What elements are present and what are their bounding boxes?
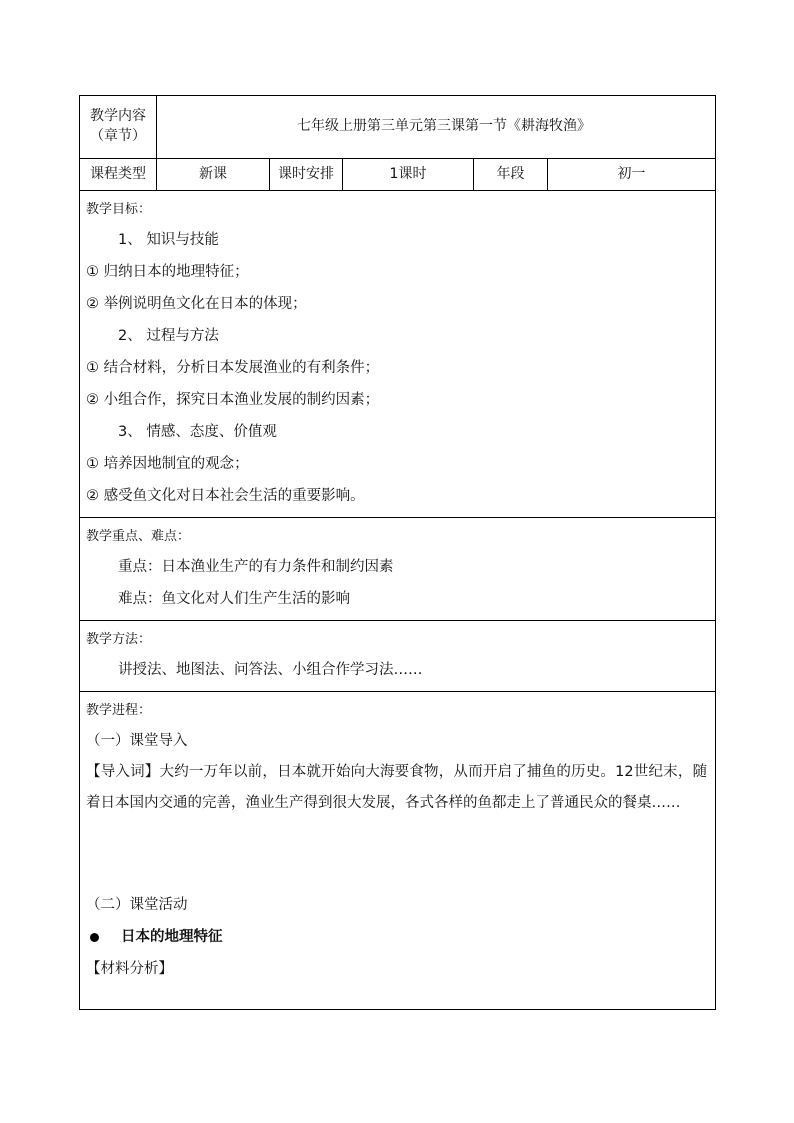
objective-item: ① 培养因地制宜的观念； xyxy=(86,456,249,472)
process-heading: 教学进程： xyxy=(86,703,152,718)
objectives-cell xyxy=(80,191,716,518)
methods-heading: 教学方法： xyxy=(86,632,152,647)
intro-tag: 【导入词】 xyxy=(86,764,160,780)
methods-row xyxy=(80,621,716,692)
objective-section-3-title: 3、 情感、态度、价值观 xyxy=(118,424,277,440)
difficult-point: 难点：鱼文化对人们生产生活的影响 xyxy=(118,591,350,607)
objectives-heading: 教学目标： xyxy=(86,202,152,217)
methods-text: 讲授法、地图法、问答法、小组合作学习法…… xyxy=(118,662,423,678)
objective-item: ② 感受鱼文化对日本社会生活的重要影响。 xyxy=(86,488,365,504)
content-label-cell xyxy=(80,96,157,159)
bullet-item xyxy=(86,921,707,953)
process-row xyxy=(80,692,716,1010)
process-part2-title: （二）课堂活动 xyxy=(86,897,188,913)
content-label-line1: 教学内容 xyxy=(90,108,146,125)
course-info-row xyxy=(80,159,716,191)
methods-cell xyxy=(80,621,716,692)
intro-paragraph xyxy=(86,757,707,819)
intro-text: 大约一万年以前，日本就开始向大海要食物，从而开启了捕鱼的历史。12世纪末，随着日本国内交通的完善，渔业生产得到很大发展，各式各样的鱼都走上了普通民众的餐桌…… xyxy=(86,764,708,811)
objective-section-1-title: 1、 知识与技能 xyxy=(118,232,219,248)
key-point: 重点：日本渔业生产的有力条件和制约因素 xyxy=(118,559,394,575)
content-label-line2: （章节） xyxy=(90,128,146,144)
grade-value: 初一 xyxy=(548,159,716,191)
course-type-value: 新课 xyxy=(157,159,270,191)
material-analysis-label: 【材料分析】 xyxy=(86,961,173,977)
hours-value: 1课时 xyxy=(343,159,474,191)
hours-label: 课时安排 xyxy=(270,159,343,191)
grade-label: 年段 xyxy=(474,159,548,191)
objective-item: ② 举例说明鱼文化在日本的体现； xyxy=(86,296,307,312)
keypoints-heading: 教学重点、难点： xyxy=(86,529,191,544)
objectives-row xyxy=(80,191,716,518)
lesson-plan-table xyxy=(79,95,716,1010)
objective-item: ① 归纳日本的地理特征； xyxy=(86,264,249,280)
keypoints-row xyxy=(80,518,716,621)
objective-item: ② 小组合作，探究日本渔业发展的制约因素； xyxy=(86,392,380,408)
bullet-title: 日本的地理特征 xyxy=(121,929,223,945)
content-title: 七年级上册第三单元第三课第一节《耕海牧渔》 xyxy=(157,96,716,159)
process-part1-title: （一）课堂导入 xyxy=(86,733,188,749)
keypoints-cell xyxy=(80,518,716,621)
process-cell xyxy=(80,692,716,1010)
objective-item: ① 结合材料，分析日本发展渔业的有利条件； xyxy=(86,360,380,376)
course-type-label: 课程类型 xyxy=(80,159,157,191)
bullet-dot-icon xyxy=(90,933,99,942)
objective-section-2-title: 2、 过程与方法 xyxy=(118,328,219,344)
content-row xyxy=(80,96,716,159)
